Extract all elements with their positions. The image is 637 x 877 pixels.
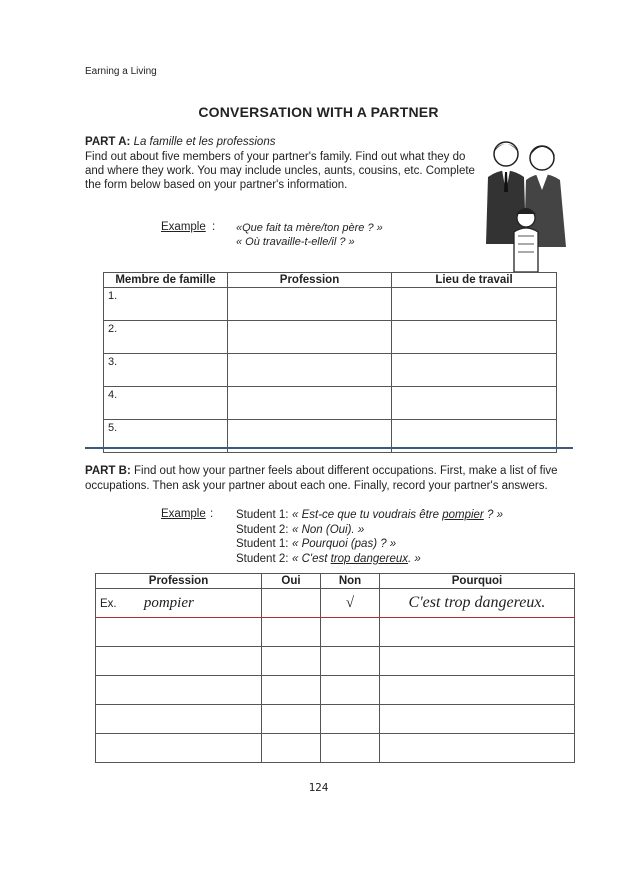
running-head: Earning a Living bbox=[85, 66, 157, 77]
dialogue-line bbox=[236, 552, 503, 567]
part-a-example-lines bbox=[236, 221, 383, 249]
part-b-instructions-block bbox=[85, 464, 575, 493]
col-header-membre: Membre de famille bbox=[104, 273, 228, 288]
cell-blank[interactable] bbox=[380, 676, 575, 705]
col-header-non: Non bbox=[321, 574, 380, 589]
dialogue-underlined: trop dangereux bbox=[330, 552, 409, 565]
cell-blank[interactable] bbox=[380, 618, 575, 647]
part-b-example-colon: : bbox=[210, 508, 214, 520]
example-profession: pompier bbox=[143, 594, 194, 611]
speaker: Student 2: bbox=[236, 523, 289, 536]
table-row bbox=[96, 676, 575, 705]
table-row bbox=[96, 647, 575, 676]
part-b-example-label: Example bbox=[161, 508, 206, 520]
part-a-subtitle: La famille et les professions bbox=[133, 136, 276, 148]
cell-blank[interactable] bbox=[380, 705, 575, 734]
table-row bbox=[104, 288, 557, 321]
cell-blank[interactable] bbox=[392, 354, 557, 387]
part-a-example-label: Example bbox=[161, 221, 206, 233]
col-header-oui: Oui bbox=[262, 574, 321, 589]
cell-blank[interactable] bbox=[392, 387, 557, 420]
part-a-label: PART A: bbox=[85, 136, 131, 148]
col-header-pourquoi: Pourquoi bbox=[380, 574, 575, 589]
cell-blank[interactable] bbox=[262, 705, 321, 734]
dialogue-line bbox=[236, 523, 503, 538]
col-header-profession: Profession bbox=[228, 273, 392, 288]
dialogue-text: « Non (Oui). » bbox=[292, 523, 365, 536]
part-a-heading bbox=[85, 136, 275, 148]
family-illustration bbox=[480, 132, 570, 272]
cell-blank[interactable] bbox=[321, 676, 380, 705]
cell-blank[interactable] bbox=[262, 676, 321, 705]
example-non-check: √ bbox=[321, 589, 380, 618]
speaker: Student 1: bbox=[236, 509, 289, 521]
part-a-instructions: Find out about five members of your partner's family. Find out what they do and where they work. You may include uncles, aunts, cousins, etc. Complete the form below based on your partner's information. bbox=[85, 151, 475, 191]
col-header-lieu: Lieu de travail bbox=[392, 273, 557, 288]
example-line-1: «Que fait ta mère/ton père ? » bbox=[236, 222, 383, 234]
speaker: Student 1: bbox=[236, 538, 289, 550]
cell-blank[interactable] bbox=[321, 734, 380, 763]
cell-blank[interactable] bbox=[321, 647, 380, 676]
table-row bbox=[104, 321, 557, 354]
cell-blank[interactable] bbox=[380, 647, 575, 676]
example-row bbox=[96, 589, 575, 618]
cell-blank[interactable] bbox=[321, 705, 380, 734]
dialogue-text-end: . » bbox=[408, 552, 421, 565]
cell-blank[interactable] bbox=[262, 647, 321, 676]
cell-blank[interactable] bbox=[96, 618, 262, 647]
section-divider bbox=[85, 447, 573, 449]
table-row bbox=[96, 618, 575, 647]
row-number: 2. bbox=[104, 321, 228, 354]
cell-blank[interactable] bbox=[262, 734, 321, 763]
cell-blank[interactable] bbox=[228, 387, 392, 420]
example-oui bbox=[262, 589, 321, 618]
table-row bbox=[96, 734, 575, 763]
row-number: 3. bbox=[104, 354, 228, 387]
page-title: CONVERSATION WITH A PARTNER bbox=[198, 104, 439, 120]
part-b-dialogue bbox=[236, 508, 503, 566]
dialogue-text: « C'est bbox=[292, 552, 331, 565]
example-profession-cell bbox=[96, 589, 262, 618]
row-number: 4. bbox=[104, 387, 228, 420]
dialogue-text: « Pourquoi (pas) ? » bbox=[292, 538, 397, 550]
dialogue-text-end: ? » bbox=[483, 509, 503, 521]
cell-blank[interactable] bbox=[262, 618, 321, 647]
example-prefix: Ex. bbox=[100, 597, 117, 610]
page-number: 124 bbox=[308, 781, 329, 794]
part-b-instructions: Find out how your partner feels about different occupations. First, make a list of five occupations. Then ask your partner about each one. Finally, record your partner's answers. bbox=[85, 465, 558, 492]
part-b-label: PART B: bbox=[85, 465, 131, 477]
cell-blank[interactable] bbox=[96, 705, 262, 734]
cell-blank[interactable] bbox=[228, 354, 392, 387]
dialogue-text: « Est-ce que tu voudrais être bbox=[292, 509, 443, 521]
occupations-table bbox=[95, 573, 575, 763]
table-row bbox=[104, 354, 557, 387]
table-row bbox=[96, 705, 575, 734]
row-number: 5. bbox=[104, 420, 228, 453]
cell-blank[interactable] bbox=[96, 734, 262, 763]
cell-blank[interactable] bbox=[392, 288, 557, 321]
example-line-2: « Où travaille-t-elle/il ? » bbox=[236, 236, 355, 248]
dialogue-underlined: pompier bbox=[442, 509, 484, 521]
cell-blank[interactable] bbox=[96, 647, 262, 676]
cell-blank[interactable] bbox=[228, 321, 392, 354]
cell-blank[interactable] bbox=[321, 618, 380, 647]
cell-blank[interactable] bbox=[96, 676, 262, 705]
cell-blank[interactable] bbox=[380, 734, 575, 763]
dialogue-line bbox=[236, 508, 503, 523]
family-table bbox=[103, 272, 557, 453]
speaker: Student 2: bbox=[236, 552, 289, 565]
row-number: 1. bbox=[104, 288, 228, 321]
example-pourquoi: C'est trop dangereux. bbox=[380, 589, 575, 618]
dialogue-line bbox=[236, 537, 503, 552]
part-a-example-colon: : bbox=[212, 221, 216, 233]
col-header-profession: Profession bbox=[96, 574, 262, 589]
cell-blank[interactable] bbox=[228, 288, 392, 321]
table-row bbox=[104, 387, 557, 420]
cell-blank[interactable] bbox=[392, 321, 557, 354]
